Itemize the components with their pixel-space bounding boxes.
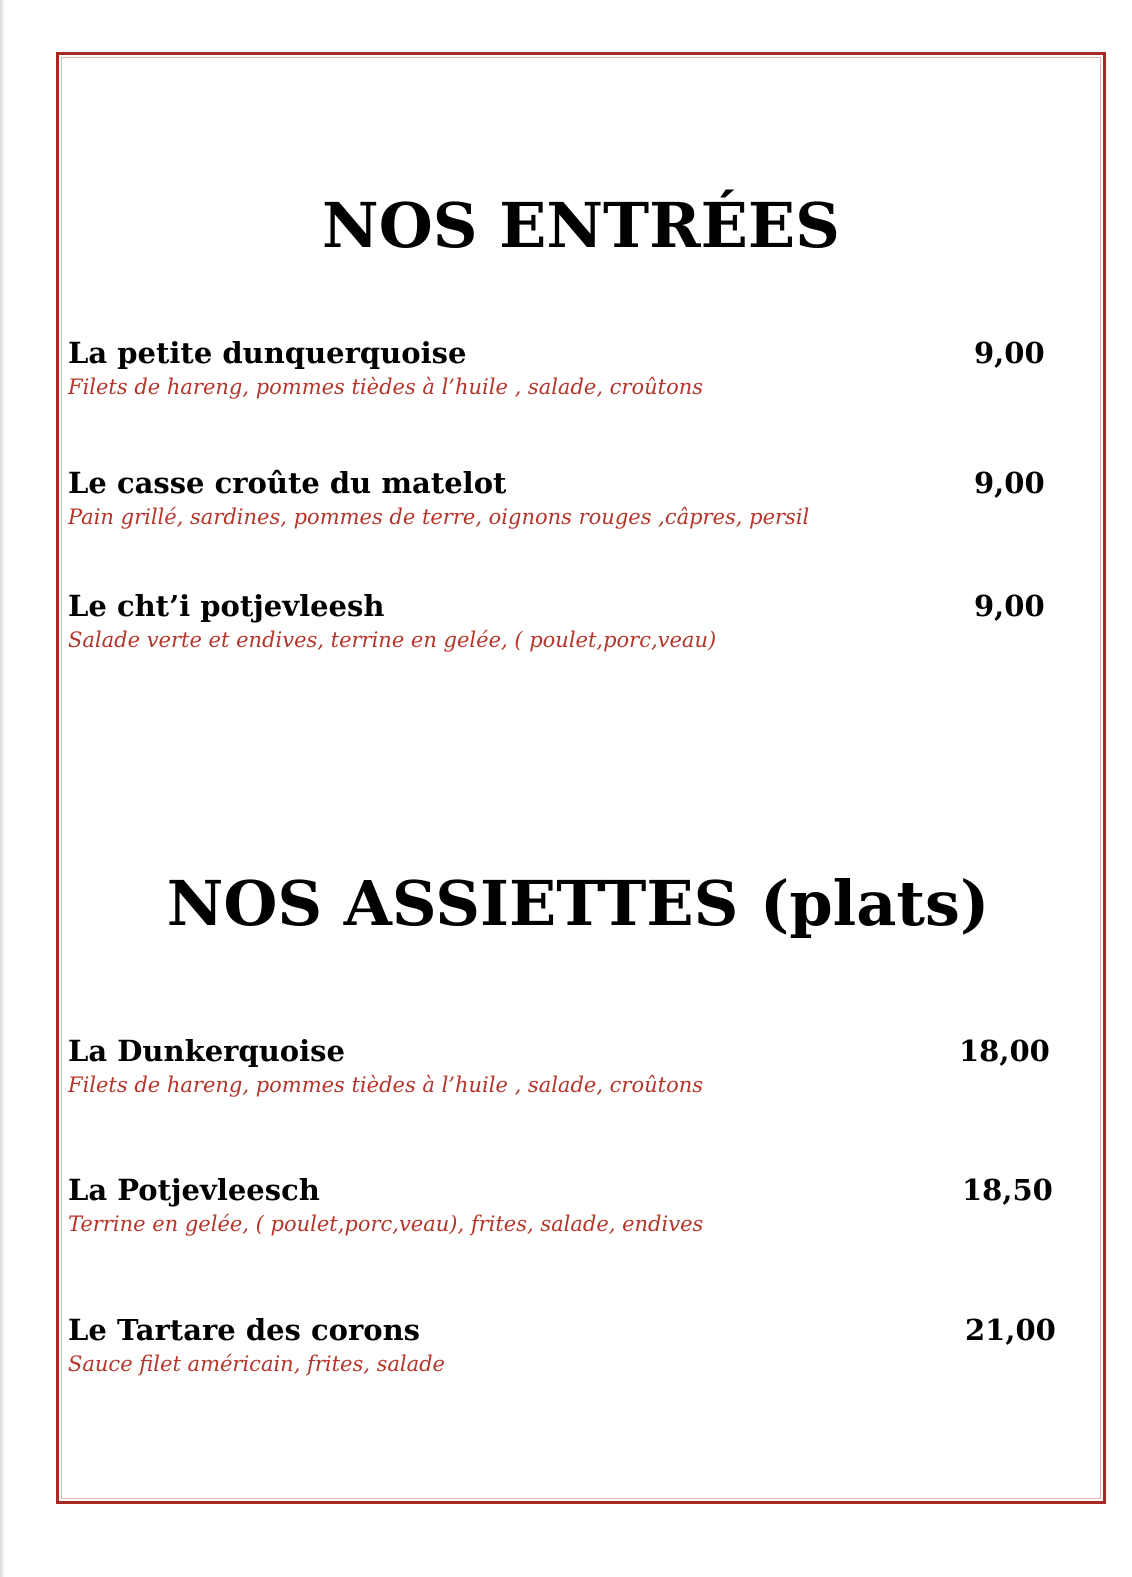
menu-item-description: Salade verte et endives, terrine en gelée, ( poulet,porc,veau) — [68, 628, 717, 652]
menu-item-price: 21,00 — [965, 1313, 1056, 1347]
menu-item-description: Sauce filet américain, frites, salade — [68, 1352, 445, 1376]
menu-item-price: 9,00 — [974, 589, 1045, 623]
menu-item-name: Le cht’i potjevleesh — [68, 589, 385, 623]
menu-item-name: Le Tartare des corons — [68, 1313, 421, 1347]
menu-item-name: La Dunkerquoise — [68, 1034, 345, 1068]
menu-item-description: Pain grillé, sardines, pommes de terre, oignons rouges ,câpres, persil — [68, 505, 810, 529]
menu-item-name: Le casse croûte du matelot — [68, 466, 507, 500]
menu-item-name: La petite dunquerquoise — [68, 336, 467, 370]
section-title-entrees: NOS ENTRÉES — [322, 189, 840, 262]
menu-item-name: La Potjevleesch — [68, 1173, 320, 1207]
menu-item-description: Terrine en gelée, ( poulet,porc,veau), frites, salade, endives — [68, 1212, 704, 1236]
menu-item-price: 9,00 — [974, 336, 1045, 370]
menu-item-price: 18,00 — [959, 1034, 1050, 1068]
menu-item-description: Filets de hareng, pommes tièdes à l’huile , salade, croûtons — [68, 1073, 704, 1097]
menu-item-description: Filets de hareng, pommes tièdes à l’huile , salade, croûtons — [68, 375, 704, 399]
menu-item-price: 18,50 — [962, 1173, 1053, 1207]
menu-item-price: 9,00 — [974, 466, 1045, 500]
menu-border-frame-inner — [61, 57, 1101, 1499]
section-title-assiettes: NOS ASSIETTES (plats) — [166, 867, 990, 940]
